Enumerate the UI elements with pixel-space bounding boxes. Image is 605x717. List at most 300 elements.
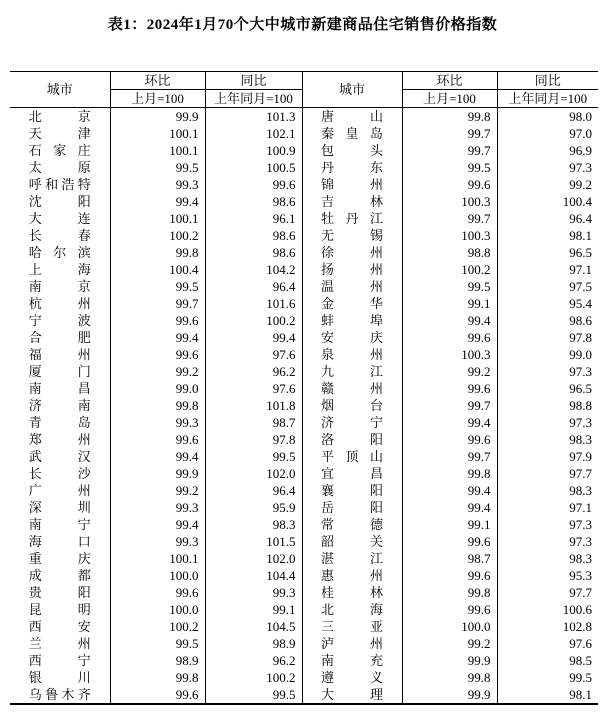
table-row [10, 312, 598, 329]
city-cell-right [302, 312, 402, 329]
mom-cell-left: 99.5 [110, 635, 205, 652]
city-name: 昆 明 [28, 602, 91, 617]
city-cell-left [10, 465, 110, 482]
city-name: 南 昌 [28, 381, 91, 396]
yoy-cell-left: 96.4 [205, 278, 302, 295]
yoy-cell-left: 100.2 [205, 312, 302, 329]
city-name: 天 津 [28, 126, 91, 141]
city-cell-right [302, 567, 402, 584]
header-mom-base-right: 上月=100 [402, 90, 497, 108]
city-cell-right [302, 516, 402, 533]
city-name: 上 海 [28, 262, 91, 277]
mom-cell-right: 99.4 [402, 499, 497, 516]
city-cell-left [10, 210, 110, 227]
city-cell-right [302, 482, 402, 499]
yoy-cell-left: 96.2 [205, 652, 302, 669]
city-cell-left [10, 618, 110, 635]
city-cell-left [10, 652, 110, 669]
mom-cell-right: 99.1 [402, 295, 497, 312]
city-cell-left [10, 448, 110, 465]
city-name: 牡 丹 江 [321, 211, 383, 226]
table-row [10, 193, 598, 210]
yoy-cell-left: 99.6 [205, 176, 302, 193]
city-name: 丹 东 [321, 160, 383, 175]
mom-cell-left: 99.3 [110, 533, 205, 550]
yoy-cell-right: 97.8 [569, 330, 592, 345]
city-name: 石 家 庄 [28, 143, 91, 158]
yoy-cell-right: 98.1 [497, 686, 598, 704]
mom-cell-right: 99.6 [402, 176, 497, 193]
city-cell-left [10, 176, 110, 193]
yoy-cell-right: 97.1 [569, 500, 592, 515]
city-cell-left [10, 295, 110, 312]
table-row [10, 669, 598, 686]
city-name: 温 州 [321, 279, 383, 294]
city-cell-right [302, 125, 402, 142]
city-cell-right [302, 499, 402, 516]
mom-cell-right: 99.8 [402, 584, 497, 601]
mom-cell-right: 99.6 [402, 533, 497, 550]
mom-cell-right: 99.8 [402, 669, 497, 686]
city-name: 沈 阳 [28, 194, 91, 209]
city-name: 武 汉 [28, 449, 91, 464]
city-name: 银 川 [28, 670, 91, 685]
city-name: 太 原 [28, 160, 91, 175]
mom-cell-right: 99.4 [402, 482, 497, 499]
city-cell-right [302, 448, 402, 465]
city-cell-left [10, 363, 110, 380]
table-row [10, 686, 598, 704]
table-row [10, 210, 598, 227]
yoy-cell-left: 98.9 [205, 635, 302, 652]
table-row [10, 142, 598, 159]
table-row [10, 363, 598, 380]
city-name: 西 宁 [28, 653, 91, 668]
mom-cell-right: 99.6 [402, 567, 497, 584]
table-row [10, 618, 598, 635]
mom-cell-right: 99.7 [402, 142, 497, 159]
city-cell-left [10, 635, 110, 652]
city-name: 洛 阳 [321, 432, 383, 447]
mom-cell-right: 99.1 [402, 516, 497, 533]
yoy-cell-left: 96.2 [205, 363, 302, 380]
table-row [10, 448, 598, 465]
yoy-cell-right: 95.3 [569, 568, 592, 583]
city-cell-left [10, 516, 110, 533]
mom-cell-right: 99.7 [402, 125, 497, 142]
yoy-cell-right: 99.0 [569, 347, 592, 362]
city-cell-left [10, 669, 110, 686]
mom-cell-left: 99.5 [110, 278, 205, 295]
city-name: 包 头 [321, 143, 383, 158]
header-mom-base-left: 上月=100 [110, 90, 205, 108]
yoy-cell-right: 100.6 [562, 602, 592, 617]
mom-cell-left: 99.4 [110, 448, 205, 465]
table-row [10, 295, 598, 312]
city-name: 厦 门 [28, 364, 91, 379]
yoy-cell-left: 97.6 [205, 380, 302, 397]
city-name: 海 口 [28, 534, 91, 549]
header-row-1 [10, 72, 598, 90]
city-cell-right [302, 193, 402, 210]
mom-cell-right: 99.6 [402, 380, 497, 397]
mom-cell-right: 99.9 [402, 686, 497, 704]
mom-cell-right: 99.6 [402, 329, 497, 346]
mom-cell-right: 99.8 [402, 465, 497, 482]
yoy-cell-left: 99.4 [205, 329, 302, 346]
mom-cell-left: 100.0 [110, 601, 205, 618]
city-name: 青 岛 [28, 415, 91, 430]
city-cell-right [302, 244, 402, 261]
table-row [10, 227, 598, 244]
mom-cell-left: 100.1 [110, 210, 205, 227]
mom-cell-right: 99.4 [402, 312, 497, 329]
price-index-table [10, 71, 598, 705]
city-cell-left [10, 108, 110, 126]
yoy-cell-left: 98.6 [205, 227, 302, 244]
city-cell-left [10, 329, 110, 346]
city-name: 安 庆 [321, 330, 383, 345]
mom-cell-right: 100.2 [402, 261, 497, 278]
yoy-cell-right: 97.7 [569, 585, 592, 600]
city-cell-right [302, 397, 402, 414]
mom-cell-right: 98.8 [402, 244, 497, 261]
city-name: 郑 州 [28, 432, 91, 447]
mom-cell-left: 99.3 [110, 176, 205, 193]
table-row [10, 159, 598, 176]
yoy-cell-left: 96.1 [205, 210, 302, 227]
city-name: 吉 林 [321, 194, 383, 209]
mom-cell-right: 99.7 [402, 210, 497, 227]
city-name: 平 顶 山 [321, 449, 383, 464]
table-row [10, 533, 598, 550]
city-name: 赣 州 [321, 381, 383, 396]
header-yoy-left: 同比 [205, 72, 302, 90]
city-cell-right [302, 431, 402, 448]
yoy-cell-left: 98.3 [205, 516, 302, 533]
city-name: 大 连 [28, 211, 91, 226]
table-row [10, 584, 598, 601]
table-row [10, 499, 598, 516]
city-cell-left [10, 431, 110, 448]
city-name: 遵 义 [321, 670, 383, 685]
city-name: 南 京 [28, 279, 91, 294]
city-name: 贵 阳 [28, 585, 91, 600]
mom-cell-right: 99.8 [402, 108, 497, 126]
mom-cell-left: 100.1 [110, 550, 205, 567]
header-yoy-right: 同比 [497, 72, 598, 90]
yoy-cell-left: 104.4 [205, 567, 302, 584]
mom-cell-left: 98.9 [110, 652, 205, 669]
city-name: 南 充 [321, 653, 383, 668]
city-name: 唐 山 [321, 109, 383, 124]
yoy-cell-right: 96.5 [569, 245, 592, 260]
yoy-cell-left: 104.5 [205, 618, 302, 635]
yoy-cell-left: 100.2 [205, 669, 302, 686]
yoy-cell-left: 99.5 [205, 448, 302, 465]
city-cell-left [10, 312, 110, 329]
table-row [10, 414, 598, 431]
yoy-cell-right: 97.7 [569, 466, 592, 481]
mom-cell-left: 99.0 [110, 380, 205, 397]
mom-cell-right: 99.7 [402, 448, 497, 465]
yoy-cell-right: 98.0 [569, 109, 592, 124]
city-cell-right [302, 346, 402, 363]
city-cell-right [302, 414, 402, 431]
city-name: 重 庆 [28, 551, 91, 566]
yoy-cell-right: 98.1 [569, 228, 592, 243]
city-name: 兰 州 [28, 636, 91, 651]
city-cell-right [302, 686, 402, 704]
yoy-cell-right: 98.8 [569, 398, 592, 413]
city-name: 秦 皇 岛 [321, 126, 383, 141]
mom-cell-left: 99.6 [110, 686, 205, 704]
table-row [10, 601, 598, 618]
city-cell-right [302, 550, 402, 567]
city-cell-right [302, 176, 402, 193]
mom-cell-left: 99.8 [110, 669, 205, 686]
city-cell-right [302, 601, 402, 618]
yoy-cell-right: 96.9 [569, 143, 592, 158]
city-name: 成 都 [28, 568, 91, 583]
city-name: 北 海 [321, 602, 383, 617]
yoy-cell-left: 104.2 [205, 261, 302, 278]
yoy-cell-right: 96.5 [569, 381, 592, 396]
city-name: 济 宁 [321, 415, 383, 430]
city-cell-left [10, 397, 110, 414]
city-name: 哈 尔 滨 [28, 245, 91, 260]
yoy-cell-right: 98.3 [569, 551, 592, 566]
city-cell-right [302, 380, 402, 397]
city-cell-right [302, 278, 402, 295]
yoy-cell-left: 95.9 [205, 499, 302, 516]
yoy-cell-right: 98.6 [569, 313, 592, 328]
city-cell-left [10, 601, 110, 618]
yoy-cell-left: 98.7 [205, 414, 302, 431]
yoy-cell-left: 101.3 [205, 108, 302, 126]
city-name: 北 京 [28, 109, 91, 124]
table-row [10, 346, 598, 363]
city-name: 无 锡 [321, 228, 383, 243]
mom-cell-left: 99.6 [110, 431, 205, 448]
mom-cell-left: 99.6 [110, 312, 205, 329]
mom-cell-left: 99.2 [110, 482, 205, 499]
city-cell-left [10, 159, 110, 176]
city-cell-right [302, 618, 402, 635]
city-cell-right [302, 261, 402, 278]
city-name: 襄 阳 [321, 483, 383, 498]
mom-cell-right: 100.3 [402, 227, 497, 244]
mom-cell-right: 100.0 [402, 618, 497, 635]
yoy-cell-right: 97.0 [569, 126, 592, 141]
table-row [10, 465, 598, 482]
table-row [10, 176, 598, 193]
table-row [10, 482, 598, 499]
city-name: 岳 阳 [321, 500, 383, 515]
city-name: 湛 江 [321, 551, 383, 566]
mom-cell-right: 99.4 [402, 414, 497, 431]
yoy-cell-right: 98.5 [569, 653, 592, 668]
yoy-cell-left: 98.6 [205, 193, 302, 210]
mom-cell-left: 99.6 [110, 346, 205, 363]
table-row [10, 261, 598, 278]
city-cell-right [302, 159, 402, 176]
table-row [10, 244, 598, 261]
city-cell-right [302, 363, 402, 380]
mom-cell-left: 99.4 [110, 516, 205, 533]
city-name: 桂 林 [321, 585, 383, 600]
city-name: 杭 州 [28, 296, 91, 311]
city-cell-right [302, 108, 402, 126]
header-mom-left: 环比 [110, 72, 205, 90]
mom-cell-left: 100.2 [110, 227, 205, 244]
city-cell-right [302, 329, 402, 346]
city-name: 宁 波 [28, 313, 91, 328]
city-name: 金 华 [321, 296, 383, 311]
city-name: 徐 州 [321, 245, 383, 260]
mom-cell-left: 99.3 [110, 499, 205, 516]
mom-cell-left: 100.2 [110, 618, 205, 635]
city-cell-left [10, 142, 110, 159]
yoy-cell-left: 102.0 [205, 550, 302, 567]
table-row [10, 329, 598, 346]
yoy-cell-left: 99.3 [205, 584, 302, 601]
table-row [10, 108, 598, 126]
city-cell-right [302, 142, 402, 159]
mom-cell-left: 99.7 [110, 295, 205, 312]
mom-cell-right: 99.6 [402, 431, 497, 448]
city-cell-right [302, 533, 402, 550]
mom-cell-right: 99.7 [402, 397, 497, 414]
yoy-cell-right: 99.2 [569, 177, 592, 192]
city-name: 锦 州 [321, 177, 383, 192]
city-name: 南 宁 [28, 517, 91, 532]
table-row [10, 397, 598, 414]
city-name: 长 沙 [28, 466, 91, 481]
header-yoy-base-left: 上年同月=100 [205, 90, 302, 108]
yoy-cell-right: 99.5 [569, 670, 592, 685]
yoy-cell-left: 98.6 [205, 244, 302, 261]
yoy-cell-right: 98.3 [569, 432, 592, 447]
mom-cell-left: 100.1 [110, 125, 205, 142]
yoy-cell-left: 100.5 [205, 159, 302, 176]
yoy-cell-right: 97.3 [569, 415, 592, 430]
city-name: 合 肥 [28, 330, 91, 345]
yoy-cell-right: 100.4 [562, 194, 592, 209]
mom-cell-right: 99.9 [402, 652, 497, 669]
mom-cell-left: 99.4 [110, 193, 205, 210]
city-cell-right [302, 295, 402, 312]
city-cell-right [302, 635, 402, 652]
table-row [10, 516, 598, 533]
city-name: 惠 州 [321, 568, 383, 583]
city-name: 宜 昌 [321, 466, 383, 481]
mom-cell-left: 99.9 [110, 108, 205, 126]
city-cell-left [10, 482, 110, 499]
mom-cell-right: 99.5 [402, 278, 497, 295]
city-name: 长 春 [28, 228, 91, 243]
city-cell-left [10, 533, 110, 550]
mom-cell-left: 100.0 [110, 567, 205, 584]
city-name: 福 州 [28, 347, 91, 362]
yoy-cell-left: 101.5 [205, 533, 302, 550]
yoy-cell-left: 99.5 [205, 686, 302, 704]
yoy-cell-left: 101.8 [205, 397, 302, 414]
yoy-cell-right: 98.3 [569, 483, 592, 498]
city-name: 三 亚 [321, 619, 383, 634]
yoy-cell-left: 100.9 [205, 142, 302, 159]
yoy-cell-right: 97.3 [569, 160, 592, 175]
yoy-cell-right: 97.9 [569, 449, 592, 464]
city-cell-left [10, 567, 110, 584]
header-yoy-base-right: 上年同月=100 [497, 90, 598, 108]
yoy-cell-left: 97.8 [205, 431, 302, 448]
table-row [10, 278, 598, 295]
mom-cell-left: 99.5 [110, 159, 205, 176]
city-name: 九 江 [321, 364, 383, 379]
city-name: 深 圳 [28, 500, 91, 515]
table-row [10, 431, 598, 448]
city-cell-left [10, 584, 110, 601]
yoy-cell-right: 96.4 [569, 211, 592, 226]
city-name: 韶 关 [321, 534, 383, 549]
table-row [10, 652, 598, 669]
header-city-left: 城市 [10, 72, 110, 108]
yoy-cell-right: 102.8 [562, 619, 592, 634]
city-cell-left [10, 686, 110, 704]
city-cell-left [10, 346, 110, 363]
city-cell-right [302, 210, 402, 227]
city-cell-left [10, 125, 110, 142]
city-name: 蚌 埠 [321, 313, 383, 328]
yoy-cell-right: 97.3 [569, 534, 592, 549]
mom-cell-right: 100.3 [402, 193, 497, 210]
yoy-cell-right: 97.5 [569, 279, 592, 294]
city-cell-right [302, 584, 402, 601]
mom-cell-right: 99.5 [402, 159, 497, 176]
city-cell-right [302, 227, 402, 244]
table-row [10, 125, 598, 142]
yoy-cell-right: 97.3 [569, 517, 592, 532]
mom-cell-right: 99.2 [402, 363, 497, 380]
city-cell-left [10, 499, 110, 516]
city-cell-right [302, 652, 402, 669]
mom-cell-right: 100.3 [402, 346, 497, 363]
city-name: 泸 州 [321, 636, 383, 651]
city-cell-left [10, 227, 110, 244]
mom-cell-left: 99.8 [110, 397, 205, 414]
mom-cell-left: 99.4 [110, 329, 205, 346]
city-cell-left [10, 380, 110, 397]
city-cell-left [10, 244, 110, 261]
city-cell-right [302, 669, 402, 686]
mom-cell-left: 99.6 [110, 584, 205, 601]
table-row [10, 567, 598, 584]
city-name: 烟 台 [321, 398, 383, 413]
city-cell-left [10, 261, 110, 278]
city-cell-right [302, 465, 402, 482]
yoy-cell-right: 97.6 [569, 636, 592, 651]
table-row [10, 635, 598, 652]
table-row [10, 380, 598, 397]
table-row [10, 550, 598, 567]
mom-cell-left: 99.2 [110, 363, 205, 380]
mom-cell-left: 100.1 [110, 142, 205, 159]
city-name: 乌 鲁 木 齐 [28, 687, 91, 702]
city-name: 常 德 [321, 517, 383, 532]
yoy-cell-left: 96.4 [205, 482, 302, 499]
city-name: 济 南 [28, 398, 91, 413]
